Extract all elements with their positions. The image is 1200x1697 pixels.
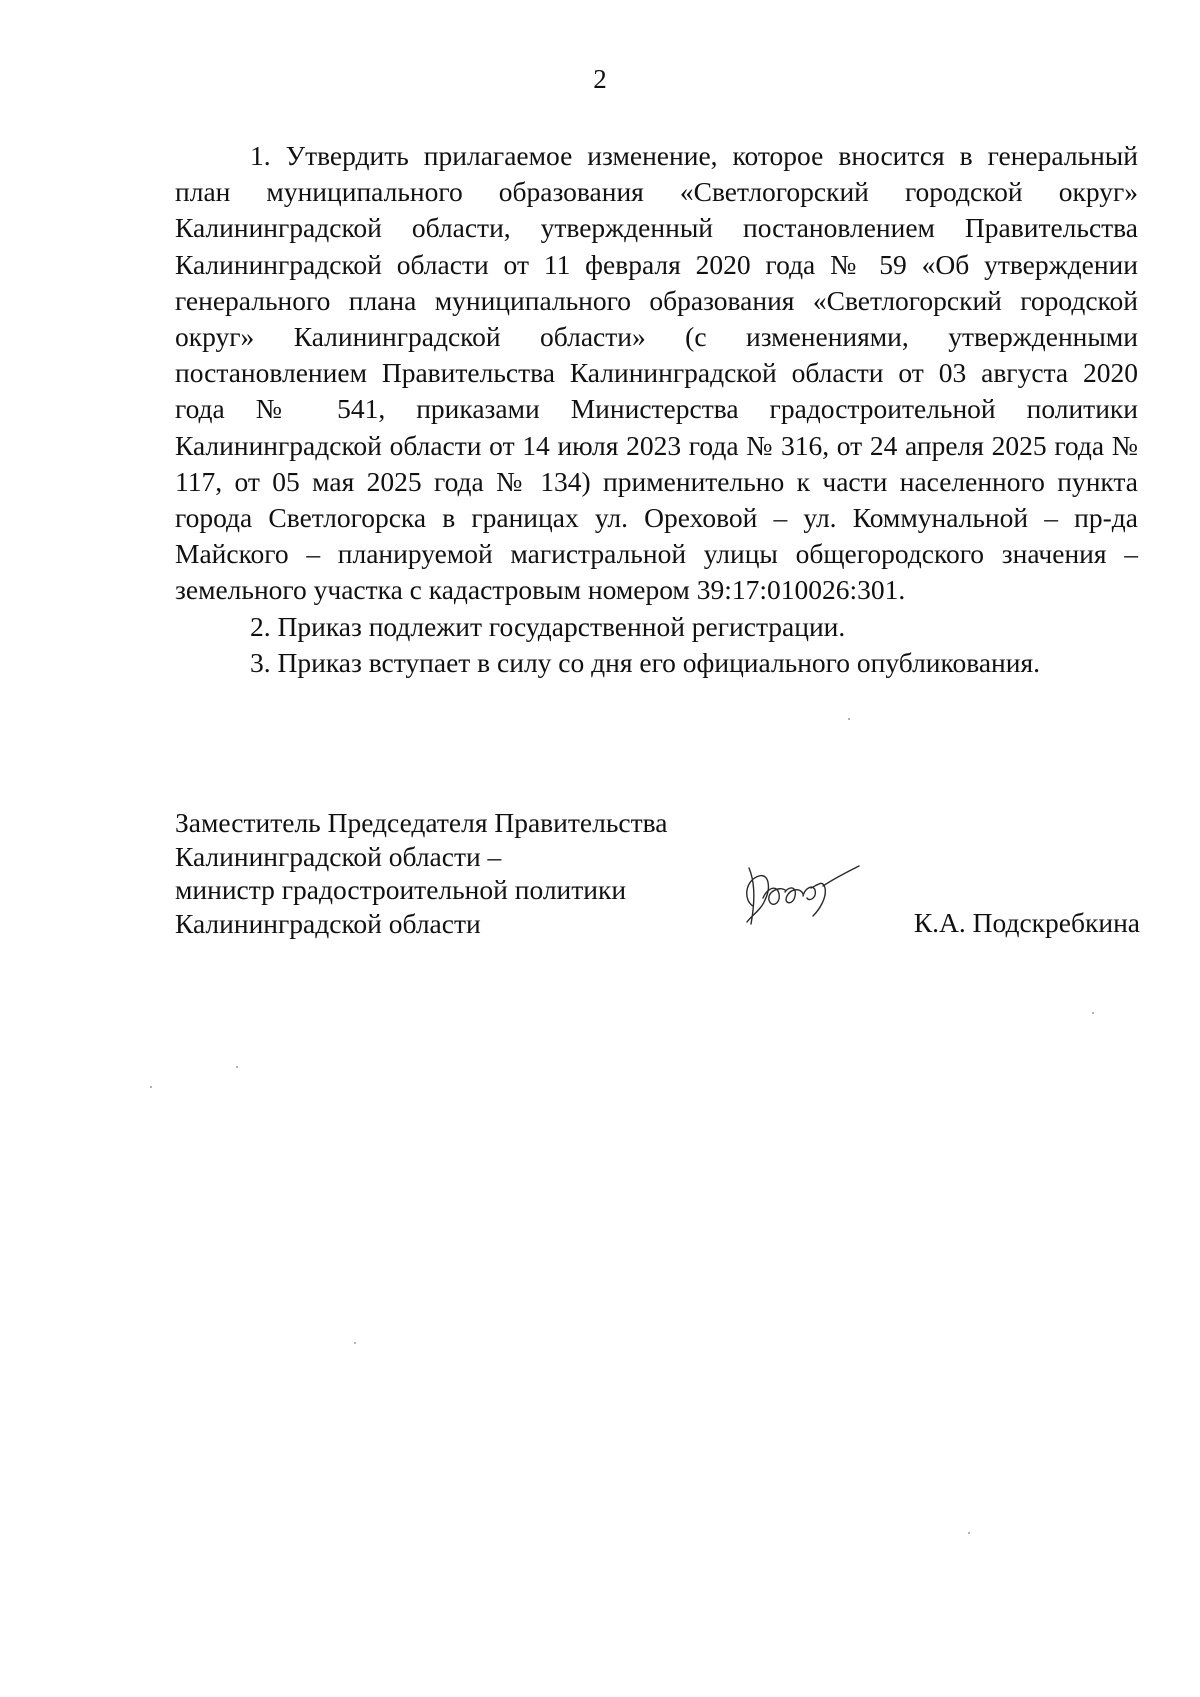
handwritten-signature	[735, 858, 865, 933]
scan-speck	[848, 718, 850, 720]
position-line: Заместитель Председателя Правительства	[175, 807, 668, 838]
page-number: 2	[593, 64, 607, 94]
scan-speck	[968, 1532, 970, 1534]
document-body	[175, 138, 1138, 681]
scan-speck	[1092, 1012, 1094, 1014]
paragraph-1: 1. Утвердить прилагаемое изменение, которое вносится в генеральный план муниципального образования «Светлогорский городской округ» Калининградской области, утвержденный постановлением Правительства Калининградской области от 11 февраля 2020 года № 59 «Об утверждении генерального плана муниципального образования «Светлогорский городской округ» Калининградской области» (с изменениями, утвержденными постановлением Правительства Калининградской области от 03 августа 2020 года № 541, приказами Министерства градостроительной политики Калининградской области от 14 июля 2023 года № 316, от 24 апреля 2025 года № 117, от 05 мая 2025 года № 134) применительно к части населенного пункта города Светлогорска в границах ул. Ореховой – ул. Коммунальной – пр-да Майского – планируемой магистральной улицы общегородского значения – земельного участка с кадастровым номером 39:17:010026:301.	[175, 140, 1138, 606]
scan-speck	[236, 1066, 238, 1068]
position-line: министр градостроительной политики	[175, 874, 627, 905]
scan-speck	[354, 1342, 356, 1344]
position-line: Калининградской области	[175, 907, 481, 939]
signatory-name: К.А. Подскребкина	[913, 907, 1140, 938]
signatory-position	[175, 806, 695, 940]
scan-speck	[150, 1086, 152, 1088]
position-line: Калининградской области –	[175, 840, 502, 872]
paragraph-2: 2. Приказ подлежит государственной регистрации.	[250, 610, 846, 642]
paragraph-3: 3. Приказ вступает в силу со дня его официального опубликования.	[250, 646, 1041, 678]
